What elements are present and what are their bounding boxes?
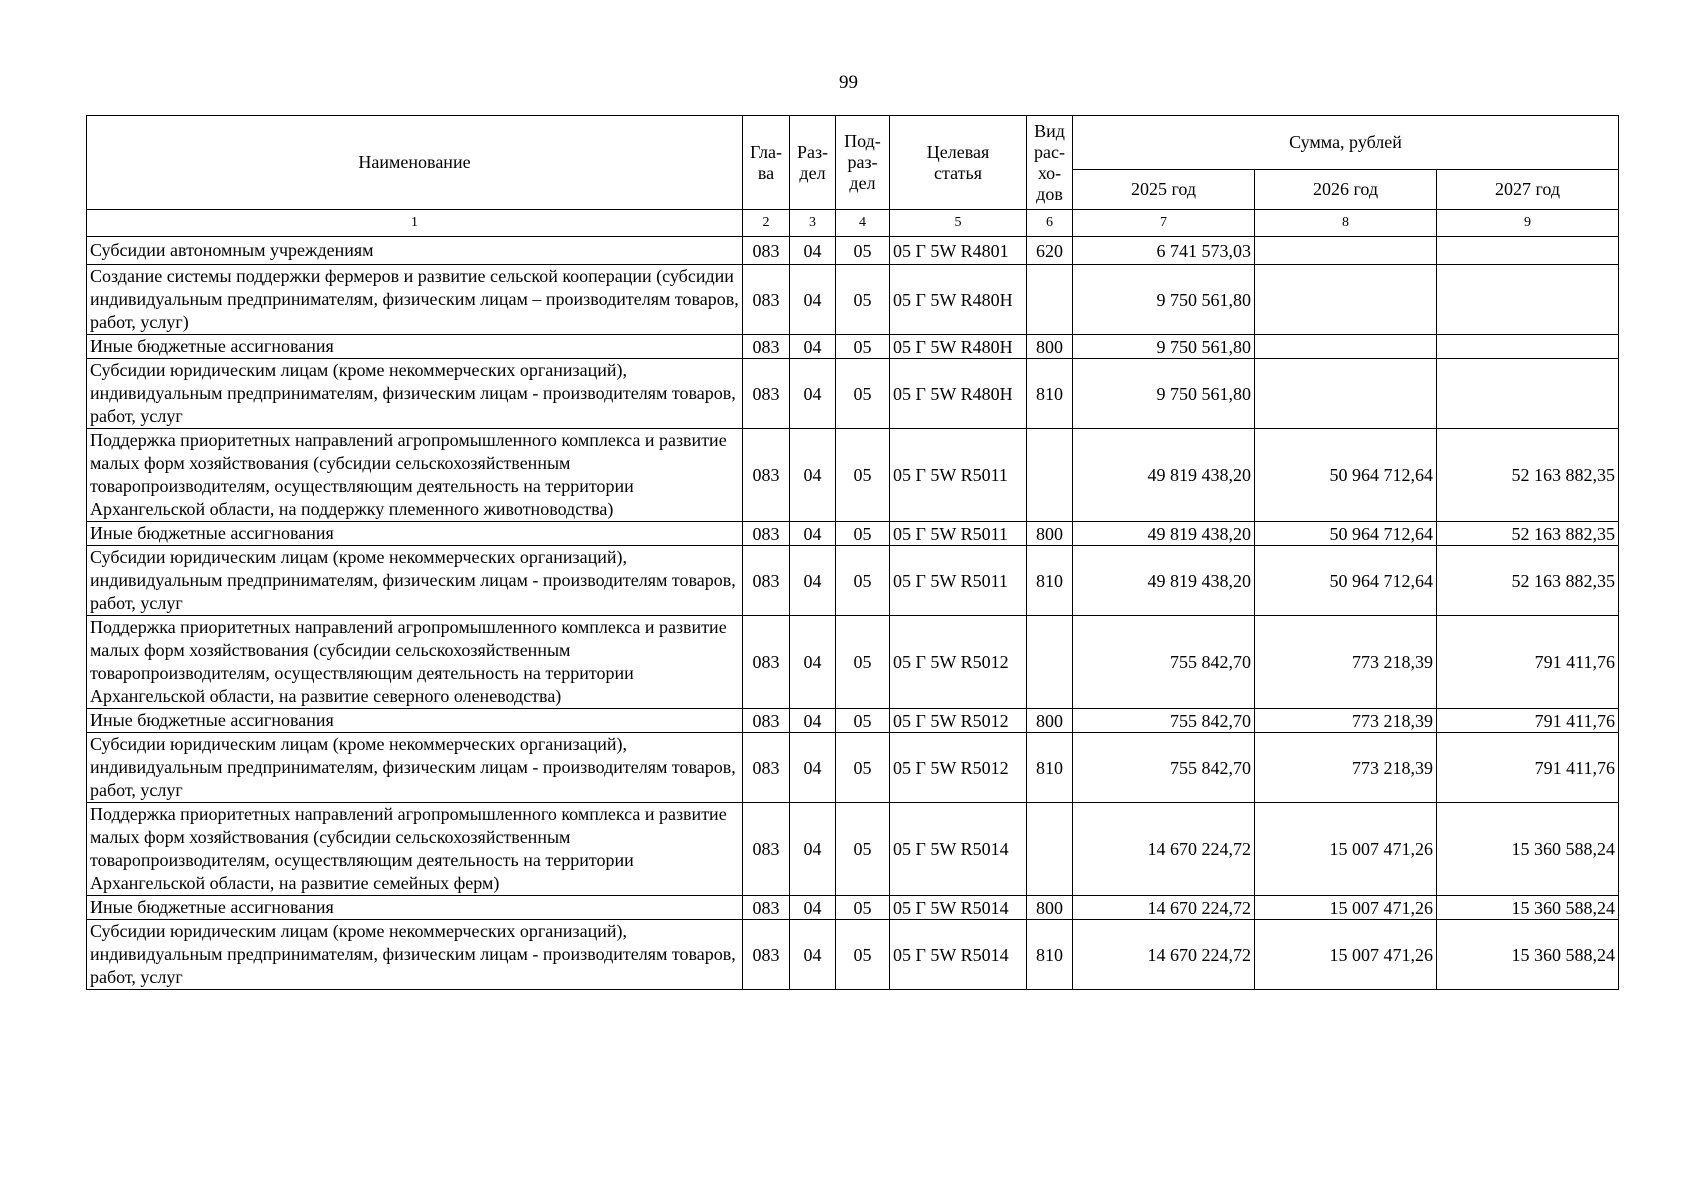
row-chapter: 083 xyxy=(743,429,790,522)
row-chapter: 083 xyxy=(743,616,790,709)
row-sum-2027 xyxy=(1437,335,1619,359)
row-sum-2027: 791 411,76 xyxy=(1437,733,1619,803)
table-row xyxy=(87,896,1619,920)
row-subsection: 05 xyxy=(836,359,890,429)
table-header xyxy=(87,116,1619,237)
table-row xyxy=(87,359,1619,429)
row-target: 05 Г 5W R5012 xyxy=(890,616,1027,709)
row-subsection: 05 xyxy=(836,709,890,733)
row-expense-type: 810 xyxy=(1027,359,1073,429)
column-number: 3 xyxy=(790,210,836,237)
row-section: 04 xyxy=(790,522,836,546)
row-subsection: 05 xyxy=(836,546,890,616)
row-sum-2027: 15 360 588,24 xyxy=(1437,896,1619,920)
row-chapter: 083 xyxy=(743,733,790,803)
row-sum-2027 xyxy=(1437,237,1619,265)
header-sum: Сумма, рублей xyxy=(1073,116,1619,170)
budget-table xyxy=(86,115,1619,990)
row-target: 05 Г 5W R480Н xyxy=(890,265,1027,335)
row-expense-type: 800 xyxy=(1027,335,1073,359)
row-name: Субсидии юридическим лицам (кроме некоммерческих организаций), индивидуальным предпринимателям, физическим лицам - производителям товаров, работ, услуг xyxy=(87,359,743,429)
row-subsection: 05 xyxy=(836,616,890,709)
row-sum-2027 xyxy=(1437,359,1619,429)
column-number: 9 xyxy=(1437,210,1619,237)
row-chapter: 083 xyxy=(743,709,790,733)
header-name: Наименование xyxy=(87,116,743,210)
row-sum-2026: 15 007 471,26 xyxy=(1255,896,1437,920)
row-sum-2025: 9 750 561,80 xyxy=(1073,265,1255,335)
column-number: 8 xyxy=(1255,210,1437,237)
row-target: 05 Г 5W R5012 xyxy=(890,733,1027,803)
row-expense-type xyxy=(1027,265,1073,335)
header-expense-type: Вид рас- хо- дов xyxy=(1027,116,1073,210)
row-chapter: 083 xyxy=(743,265,790,335)
row-section: 04 xyxy=(790,709,836,733)
table-row xyxy=(87,546,1619,616)
row-sum-2025: 49 819 438,20 xyxy=(1073,546,1255,616)
row-section: 04 xyxy=(790,733,836,803)
table-row xyxy=(87,920,1619,990)
table-row xyxy=(87,616,1619,709)
row-section: 04 xyxy=(790,429,836,522)
table-row xyxy=(87,709,1619,733)
row-name: Субсидии автономным учреждениям xyxy=(87,237,743,265)
table-row xyxy=(87,429,1619,522)
row-name: Поддержка приоритетных направлений агропромышленного комплекса и развитие малых форм хозяйствования (субсидии сельскохозяйственным товаропроизводителям, осуществляющим деятельность на территории Архангельской области, на поддержку племенного животноводства) xyxy=(87,429,743,522)
row-expense-type: 810 xyxy=(1027,733,1073,803)
row-sum-2027: 791 411,76 xyxy=(1437,709,1619,733)
column-number: 4 xyxy=(836,210,890,237)
table-body xyxy=(87,237,1619,990)
row-target: 05 Г 5W R5014 xyxy=(890,920,1027,990)
row-expense-type: 800 xyxy=(1027,709,1073,733)
row-sum-2025: 9 750 561,80 xyxy=(1073,335,1255,359)
row-expense-type xyxy=(1027,803,1073,896)
row-name: Субсидии юридическим лицам (кроме некоммерческих организаций), индивидуальным предпринимателям, физическим лицам - производителям товаров, работ, услуг xyxy=(87,733,743,803)
row-section: 04 xyxy=(790,237,836,265)
row-chapter: 083 xyxy=(743,522,790,546)
header-year-2026: 2026 год xyxy=(1255,170,1437,210)
row-subsection: 05 xyxy=(836,896,890,920)
row-target: 05 Г 5W R5014 xyxy=(890,803,1027,896)
header-year-2027: 2027 год xyxy=(1437,170,1619,210)
row-sum-2025: 49 819 438,20 xyxy=(1073,522,1255,546)
row-sum-2026 xyxy=(1255,335,1437,359)
row-target: 05 Г 5W R5014 xyxy=(890,896,1027,920)
row-sum-2026: 15 007 471,26 xyxy=(1255,920,1437,990)
row-target: 05 Г 5W R5011 xyxy=(890,546,1027,616)
row-sum-2025: 6 741 573,03 xyxy=(1073,237,1255,265)
row-name: Субсидии юридическим лицам (кроме некоммерческих организаций), индивидуальным предпринимателям, физическим лицам - производителям товаров, работ, услуг xyxy=(87,546,743,616)
row-sum-2026 xyxy=(1255,237,1437,265)
table-row xyxy=(87,733,1619,803)
row-sum-2026 xyxy=(1255,359,1437,429)
table-row xyxy=(87,803,1619,896)
row-section: 04 xyxy=(790,803,836,896)
row-section: 04 xyxy=(790,896,836,920)
row-expense-type xyxy=(1027,616,1073,709)
row-chapter: 083 xyxy=(743,920,790,990)
header-year-2025: 2025 год xyxy=(1073,170,1255,210)
row-sum-2026: 773 218,39 xyxy=(1255,616,1437,709)
row-sum-2025: 755 842,70 xyxy=(1073,709,1255,733)
row-target: 05 Г 5W R5011 xyxy=(890,522,1027,546)
row-name: Иные бюджетные ассигнования xyxy=(87,522,743,546)
row-target: 05 Г 5W R480Н xyxy=(890,359,1027,429)
row-chapter: 083 xyxy=(743,546,790,616)
page-number: 99 xyxy=(839,72,858,93)
row-subsection: 05 xyxy=(836,733,890,803)
row-expense-type xyxy=(1027,429,1073,522)
row-section: 04 xyxy=(790,616,836,709)
row-sum-2026: 15 007 471,26 xyxy=(1255,803,1437,896)
column-number: 2 xyxy=(743,210,790,237)
row-subsection: 05 xyxy=(836,237,890,265)
row-sum-2025: 14 670 224,72 xyxy=(1073,896,1255,920)
row-sum-2026: 50 964 712,64 xyxy=(1255,522,1437,546)
row-name: Поддержка приоритетных направлений агропромышленного комплекса и развитие малых форм хозяйствования (субсидии сельскохозяйственным товаропроизводителям, осуществляющим деятельность на территории Архангельской области, на развитие северного оленеводства) xyxy=(87,616,743,709)
column-number: 1 xyxy=(87,210,743,237)
table-row xyxy=(87,522,1619,546)
row-name: Поддержка приоритетных направлений агропромышленного комплекса и развитие малых форм хозяйствования (субсидии сельскохозяйственным товаропроизводителям, осуществляющим деятельность на территории Архангельской области, на развитие семейных ферм) xyxy=(87,803,743,896)
row-subsection: 05 xyxy=(836,522,890,546)
row-chapter: 083 xyxy=(743,359,790,429)
row-sum-2025: 14 670 224,72 xyxy=(1073,920,1255,990)
row-sum-2025: 49 819 438,20 xyxy=(1073,429,1255,522)
row-name: Иные бюджетные ассигнования xyxy=(87,709,743,733)
row-sum-2025: 14 670 224,72 xyxy=(1073,803,1255,896)
row-sum-2025: 755 842,70 xyxy=(1073,616,1255,709)
row-section: 04 xyxy=(790,335,836,359)
row-expense-type: 800 xyxy=(1027,896,1073,920)
row-section: 04 xyxy=(790,546,836,616)
row-chapter: 083 xyxy=(743,896,790,920)
row-subsection: 05 xyxy=(836,335,890,359)
row-sum-2027: 52 163 882,35 xyxy=(1437,429,1619,522)
row-sum-2027: 52 163 882,35 xyxy=(1437,522,1619,546)
row-sum-2025: 9 750 561,80 xyxy=(1073,359,1255,429)
row-target: 05 Г 5W R480Н xyxy=(890,335,1027,359)
row-sum-2026: 50 964 712,64 xyxy=(1255,546,1437,616)
row-section: 04 xyxy=(790,359,836,429)
row-sum-2026: 50 964 712,64 xyxy=(1255,429,1437,522)
column-number: 5 xyxy=(890,210,1027,237)
row-name: Субсидии юридическим лицам (кроме некоммерческих организаций), индивидуальным предпринимателям, физическим лицам - производителям товаров, работ, услуг xyxy=(87,920,743,990)
header-subsection: Под- раз- дел xyxy=(836,116,890,210)
row-sum-2027: 15 360 588,24 xyxy=(1437,920,1619,990)
row-chapter: 083 xyxy=(743,803,790,896)
row-sum-2027: 15 360 588,24 xyxy=(1437,803,1619,896)
table-row xyxy=(87,237,1619,265)
row-expense-type: 810 xyxy=(1027,920,1073,990)
row-subsection: 05 xyxy=(836,265,890,335)
row-section: 04 xyxy=(790,920,836,990)
row-target: 05 Г 5W R4801 xyxy=(890,237,1027,265)
row-target: 05 Г 5W R5011 xyxy=(890,429,1027,522)
column-numbers-row xyxy=(87,210,1619,237)
header-chapter: Гла- ва xyxy=(743,116,790,210)
row-expense-type: 800 xyxy=(1027,522,1073,546)
table-row xyxy=(87,335,1619,359)
row-section: 04 xyxy=(790,265,836,335)
column-number: 7 xyxy=(1073,210,1255,237)
column-number: 6 xyxy=(1027,210,1073,237)
row-chapter: 083 xyxy=(743,237,790,265)
row-sum-2027: 52 163 882,35 xyxy=(1437,546,1619,616)
row-expense-type: 810 xyxy=(1027,546,1073,616)
row-sum-2027: 791 411,76 xyxy=(1437,616,1619,709)
row-sum-2026: 773 218,39 xyxy=(1255,709,1437,733)
table-row xyxy=(87,265,1619,335)
row-target: 05 Г 5W R5012 xyxy=(890,709,1027,733)
row-subsection: 05 xyxy=(836,429,890,522)
header-target: Целевая статья xyxy=(890,116,1027,210)
row-name: Иные бюджетные ассигнования xyxy=(87,896,743,920)
row-sum-2025: 755 842,70 xyxy=(1073,733,1255,803)
row-name: Иные бюджетные ассигнования xyxy=(87,335,743,359)
row-sum-2026: 773 218,39 xyxy=(1255,733,1437,803)
row-subsection: 05 xyxy=(836,920,890,990)
row-name: Создание системы поддержки фермеров и развитие сельской кооперации (субсидии индивидуальным предпринимателям, физическим лицам – производителям товаров, работ, услуг) xyxy=(87,265,743,335)
header-section: Раз- дел xyxy=(790,116,836,210)
row-sum-2026 xyxy=(1255,265,1437,335)
row-chapter: 083 xyxy=(743,335,790,359)
row-sum-2027 xyxy=(1437,265,1619,335)
row-expense-type: 620 xyxy=(1027,237,1073,265)
row-subsection: 05 xyxy=(836,803,890,896)
